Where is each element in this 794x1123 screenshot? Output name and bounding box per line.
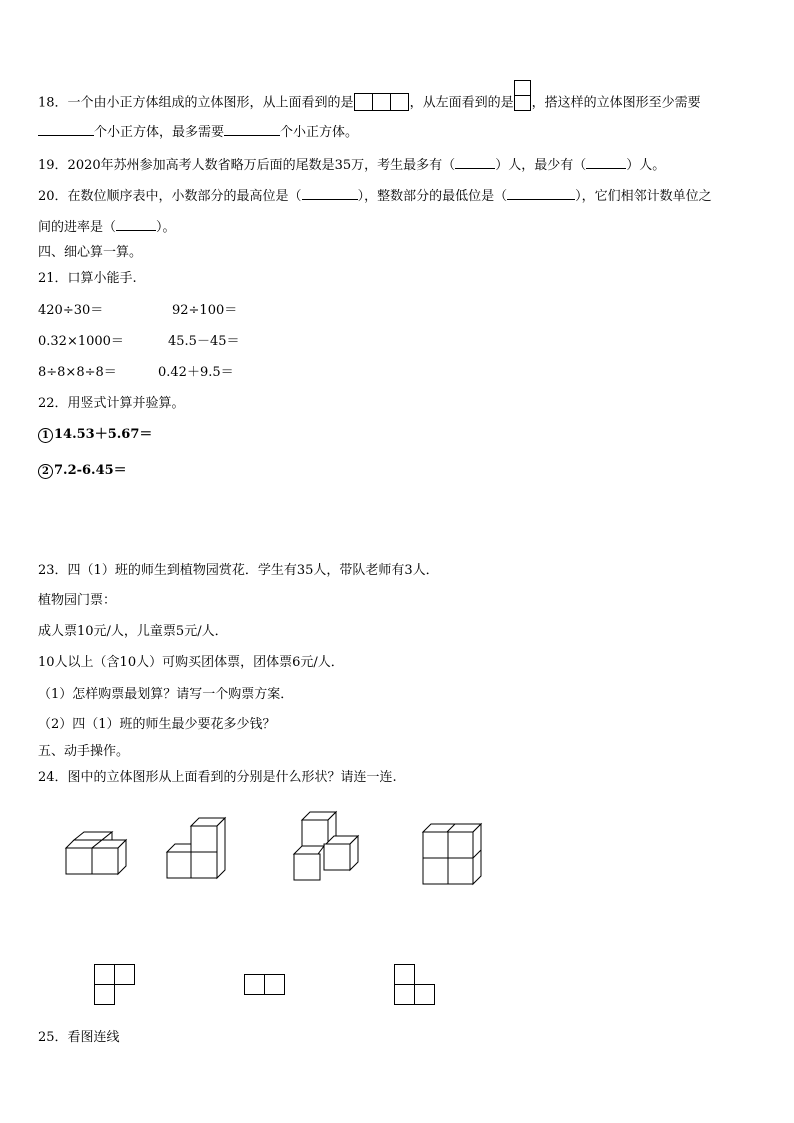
answer-blank[interactable] [302, 187, 358, 200]
answer-blank[interactable] [116, 218, 156, 231]
solid-figure-1 [64, 830, 134, 880]
plan-view-2 [244, 974, 288, 998]
answer-blank[interactable] [38, 123, 94, 136]
question-text: 个小正方体，最多需要 [94, 125, 225, 140]
question-text: ），整数部分的最低位是（ [357, 189, 508, 204]
question-21-title: 21．口算小能手. [38, 271, 137, 286]
calc-item: 8÷8×8÷8＝ [38, 365, 117, 380]
question-19 [38, 156, 665, 175]
answer-blank[interactable] [455, 156, 495, 169]
question-18-line2 [38, 123, 358, 142]
question-18-line1 [38, 88, 701, 118]
question-24-title: 24．图中的立体图形从上面看到的分别是什么形状？请连一连. [38, 770, 397, 785]
question-number: 20． [38, 189, 68, 204]
question-number: 18． [38, 95, 68, 111]
circled-number: 1 [38, 428, 53, 443]
question-text: ）人。 [626, 158, 666, 173]
question-20-line1 [38, 187, 712, 206]
solid-figure-2 [165, 816, 235, 886]
left-view-figure [514, 88, 532, 118]
calc-item: 0.32×1000＝ [38, 334, 124, 349]
section-heading: 五、动手操作。 [38, 744, 130, 759]
question-23-line: 10人以上（含10人）可购买团体票，团体票6元/人． [38, 655, 344, 670]
answer-blank[interactable] [507, 187, 575, 200]
solid-figure-3 [292, 810, 367, 885]
question-text: ）人，最少有（ [495, 158, 587, 173]
question-text: 个小正方体。 [280, 125, 359, 140]
question-text: 间的进率是（ [38, 220, 117, 235]
top-view-figure [354, 94, 410, 112]
question-text: ）。 [156, 220, 176, 235]
question-23-line: 植物园门票： [38, 593, 117, 608]
question-text: 在数位顺序表中，小数部分的最高位是（ [67, 189, 302, 204]
calc-item: 14.53＋5.67＝ [54, 427, 153, 442]
question-23-sub1: （1）怎样购票最划算？请写一个购票方案． [38, 687, 294, 702]
question-25-title: 25．看图连线 [38, 1030, 120, 1045]
answer-blank[interactable] [224, 123, 280, 136]
question-text: ，从左面看到的是 [409, 95, 514, 111]
calc-item: 420÷30＝ [38, 303, 104, 318]
question-text: 一个由小正方体组成的立体图形，从上面看到的是 [67, 95, 354, 111]
question-22-title: 22．用竖式计算并验算。 [38, 396, 185, 411]
question-text: 2020年苏州参加高考人数省略万后面的尾数是35万，考生最多有（ [67, 158, 456, 173]
question-22-item2 [38, 462, 127, 480]
answer-blank[interactable] [586, 156, 626, 169]
circled-number: 2 [38, 464, 53, 479]
solid-figure-4 [421, 822, 491, 892]
question-text: ），它们相邻计数单位之 [575, 189, 712, 204]
calc-item: 0.42＋9.5＝ [158, 365, 234, 380]
question-23-sub2: （2）四（1）班的师生最少要花多少钱？ [38, 717, 276, 732]
calc-item: 45.5－45＝ [168, 334, 240, 349]
calc-item: 92÷100＝ [172, 303, 238, 318]
section-heading: 四、细心算一算。 [38, 245, 143, 260]
calc-item: 7.2-6.45＝ [54, 463, 127, 478]
question-20-line2 [38, 218, 176, 237]
question-22-item1 [38, 426, 152, 444]
plan-view-1 [94, 964, 138, 1008]
plan-view-3 [394, 964, 438, 1008]
question-23-line: 成人票10元/人，儿童票5元/人． [38, 624, 228, 639]
question-text: ，搭这样的立体图形至少需要 [531, 95, 701, 111]
question-number: 19． [38, 158, 68, 173]
question-23-title: 23．四（1）班的师生到植物园赏花．学生有35人，带队老师有3人． [38, 563, 439, 578]
